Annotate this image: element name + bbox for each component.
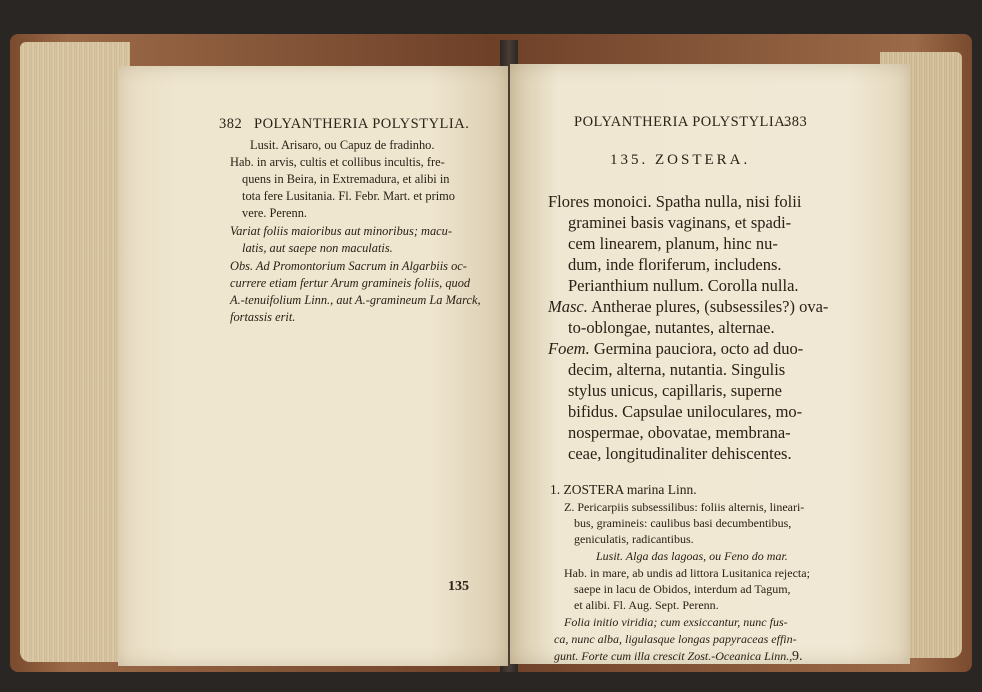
genus-heading: 135. ZOSTERA. — [610, 152, 751, 168]
species-line: Z. Pericarpiis subsessilibus: foliis alternis, lineari- — [564, 500, 805, 514]
text-line: latis, aut saepe non maculatis. — [242, 241, 393, 255]
description-line: cem linearem, planum, hinc nu- — [568, 234, 778, 253]
text-line: Hab. in arvis, cultis et collibus incultis, fre- — [230, 155, 445, 169]
right-page — [510, 64, 910, 664]
description-line: bifidus. Capsulae uniloculares, mo- — [568, 402, 803, 421]
text-line: fortassis erit. — [230, 310, 296, 324]
description-line: dum, inde floriferum, includens. — [568, 255, 782, 274]
signature-mark: 135 — [448, 579, 469, 594]
description-line: Foem. Germina pauciora, octo ad duo- — [548, 339, 804, 358]
description-line: nospermae, obovatae, membrana- — [568, 423, 791, 442]
species-line: Lusit. Alga das lagoas, ou Feno do mar. — [596, 549, 788, 563]
species-line: geniculatis, radicantibus. — [574, 532, 694, 546]
page-number: 382 — [219, 116, 243, 132]
text-line: Variat foliis maioribus aut minoribus; macu- — [230, 224, 453, 238]
description-line: Flores monoici. Spatha nulla, nisi folii — [548, 192, 802, 211]
text-line: currere etiam fertur Arum gramineis foliis, quod — [230, 276, 471, 290]
species-line: Folia initio viridia; cum exsiccantur, nunc fus- — [564, 615, 788, 629]
description-line: Perianthium nullum. Corolla nulla. — [568, 276, 799, 295]
text-line: quens in Beira, in Extremadura, et alibi in — [242, 172, 450, 186]
text-line: Obs. Ad Promontorium Sacrum in Algarbiis oc- — [230, 259, 467, 273]
text-line: A.-tenuifolium Linn., aut A.-gramineum La Marck, — [230, 293, 481, 307]
description-line: ceae, longitudinaliter dehiscentes. — [568, 444, 792, 463]
description-line: stylus unicus, capillaris, superne — [568, 381, 783, 400]
text-line: tota fere Lusitania. Fl. Febr. Mart. et primo — [242, 189, 455, 203]
description-line: decim, alterna, nutantia. Singulis — [568, 360, 786, 379]
species-line: Hab. in mare, ab undis ad littora Lusitanica rejecta; — [564, 566, 810, 580]
catchword: 9. — [792, 649, 803, 664]
description-line: graminei basis vaginans, et spadi- — [568, 213, 792, 232]
left-page — [118, 66, 508, 666]
text-line: vere. Perenn. — [242, 206, 308, 220]
running-head: POLYANTHERIA POLYSTYLIA. — [574, 114, 790, 130]
text-line: Lusit. Arisaro, ou Capuz de fradinho. — [250, 138, 435, 152]
description-line: Masc. Antherae plures, (subsessiles?) ova- — [548, 297, 829, 316]
left-page-edges — [20, 42, 130, 662]
species-heading: 1. ZOSTERA marina Linn. — [550, 482, 697, 497]
species-line: bus, gramineis: caulibus basi decumbentibus, — [574, 516, 792, 530]
page-number: 383 — [784, 114, 808, 130]
description-line: to-oblongae, nutantes, alternae. — [568, 318, 775, 337]
species-line: ca, nunc alba, ligulasque longas papyraceas effin- — [554, 632, 797, 646]
species-line: gunt. Forte cum illa crescit Zost.-Oceanica Linn., — [554, 649, 793, 663]
running-head: POLYANTHERIA POLYSTYLIA. — [254, 116, 470, 132]
species-line: et alibi. Fl. Aug. Sept. Perenn. — [574, 598, 719, 612]
species-line: saepe in lacu de Obidos, interdum ad Tagum, — [574, 582, 791, 596]
